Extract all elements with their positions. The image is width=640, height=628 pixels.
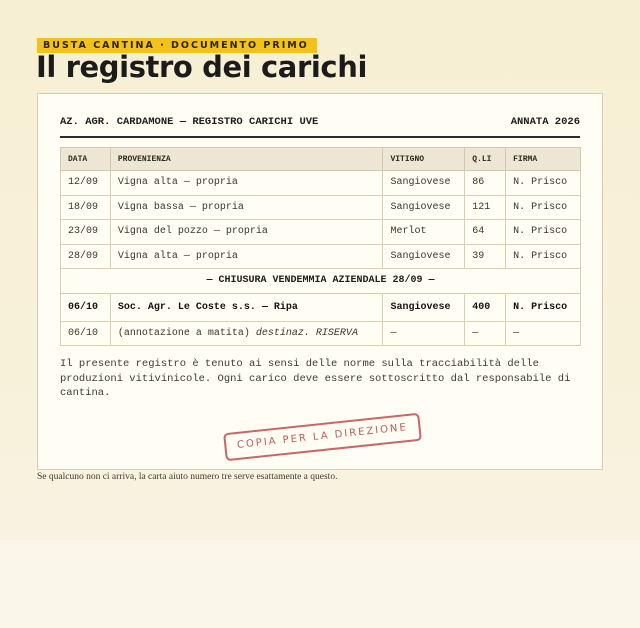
company-line: AZ. AGR. CARDAMONE — REGISTRO CARICHI UVE — [60, 116, 319, 128]
cell-vitigno: — — [383, 321, 465, 346]
cell-vitigno: Merlot — [383, 220, 465, 245]
cell-annotation — [110, 321, 383, 346]
cell-quintali: 86 — [465, 171, 506, 196]
cell-quintali: 400 — [465, 293, 506, 321]
cell-firma: N. Prisco — [506, 244, 581, 269]
table-row — [61, 171, 581, 196]
table-row — [61, 220, 581, 245]
closure-label: — CHIUSURA VENDEMMIA AZIENDALE 28/09 — — [61, 269, 581, 294]
column-header-provenienza: PROVENIENZA — [110, 148, 383, 171]
section-kicker: BUSTA CANTINA · DOCUMENTO PRIMO — [37, 38, 317, 53]
page-title: Il registro dei carichi — [36, 50, 367, 84]
cell-firma: N. Prisco — [506, 195, 581, 220]
table-row — [61, 244, 581, 269]
cell-data: 18/09 — [61, 195, 111, 220]
document-header — [60, 116, 580, 138]
register-document — [37, 93, 603, 470]
cell-vitigno: Sangiovese — [383, 195, 465, 220]
column-header-quintali: Q.LI — [465, 148, 506, 171]
cell-quintali: 64 — [465, 220, 506, 245]
cell-provenienza: Soc. Agr. Le Coste s.s. — Ripa — [110, 293, 383, 321]
cell-vitigno: Sangiovese — [383, 244, 465, 269]
column-header-data: DATA — [61, 148, 111, 171]
direction-copy-stamp: COPIA PER LA DIREZIONE — [223, 413, 422, 461]
legal-note: Il presente registro è tenuto ai sensi delle norme sulla tracciabilità delle produzioni vitivinicole. Ogni carico deve essere sottoscritto dal responsabile di cantina. — [60, 358, 571, 399]
cell-provenienza: Vigna alta — propria — [110, 171, 383, 196]
column-header-firma: FIRMA — [506, 148, 581, 171]
cell-firma: N. Prisco — [506, 293, 581, 321]
cell-vitigno: Sangiovese — [383, 293, 465, 321]
annotation-row — [61, 321, 581, 346]
cell-data: 12/09 — [61, 171, 111, 196]
cell-quintali: — — [465, 321, 506, 346]
cell-provenienza: Vigna del pozzo — propria — [110, 220, 383, 245]
cell-data: 06/10 — [61, 321, 111, 346]
column-header-vitigno: VITIGNO — [383, 148, 465, 171]
late-entry-row — [61, 293, 581, 321]
cell-firma: — — [506, 321, 581, 346]
cell-data: 23/09 — [61, 220, 111, 245]
register-table — [60, 147, 581, 346]
hint-caption: Se qualcuno non ci arriva, la carta aiuto numero tre serve esattamente a questo. — [37, 472, 338, 482]
table-row — [61, 195, 581, 220]
year-label: ANNATA 2026 — [510, 116, 580, 128]
cell-firma: N. Prisco — [506, 220, 581, 245]
cell-quintali: 39 — [465, 244, 506, 269]
annotation-text: (annotazione a matita) — [117, 327, 250, 339]
page-bottom-band — [0, 540, 640, 628]
cell-provenienza: Vigna bassa — propria — [110, 195, 383, 220]
cell-data: 06/10 — [61, 293, 111, 321]
cell-vitigno: Sangiovese — [383, 171, 465, 196]
cell-firma: N. Prisco — [506, 171, 581, 196]
cell-provenienza: Vigna alta — propria — [110, 244, 383, 269]
closure-row — [61, 269, 581, 294]
cell-data: 28/09 — [61, 244, 111, 269]
annotation-destination: destinaz. RISERVA — [255, 327, 358, 339]
table-header-row — [61, 148, 581, 171]
cell-quintali: 121 — [465, 195, 506, 220]
